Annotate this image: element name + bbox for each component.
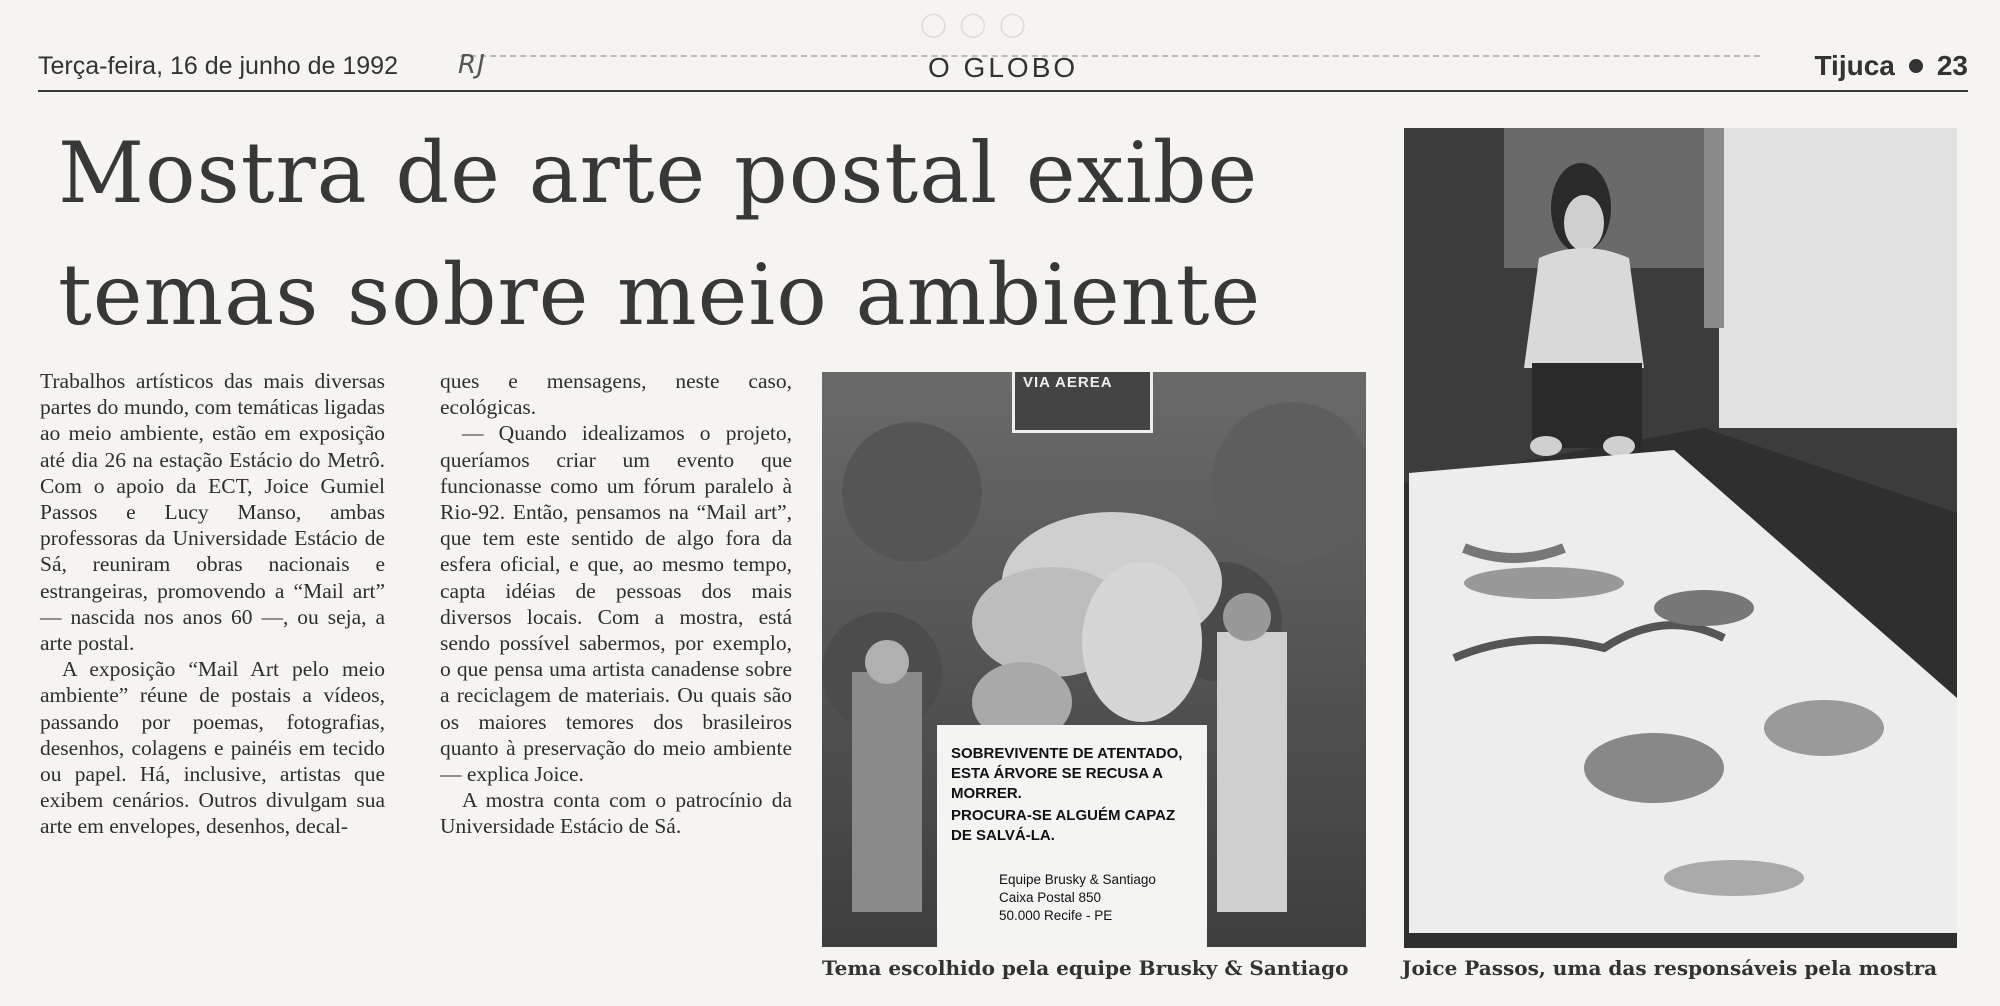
article-column-1 <box>40 368 385 840</box>
photo-joice-passos <box>1404 128 1957 948</box>
paragraph: ques e mensagens, neste caso, ecológicas. <box>440 369 792 420</box>
section-label <box>1814 50 1968 82</box>
photo-artwork-sculpture <box>822 372 1366 947</box>
sign-address: Equipe Brusky & Santiago <box>999 872 1156 887</box>
headline-line-1: Mostra de arte postal exibe <box>58 124 1259 222</box>
paragraph: A mostra conta com o patrocínio da Universidade Estácio de Sá. <box>440 788 792 839</box>
sign-address: 50.000 Recife - PE <box>999 908 1113 923</box>
sign-line: PROCURA-SE ALGUÉM CAPAZ <box>951 807 1176 824</box>
sign-line: DE SALVÁ-LA. <box>951 827 1055 844</box>
bleed-through-text: ◯ ◯ ◯ <box>920 11 1029 38</box>
sign-line: MORRER. <box>951 785 1022 802</box>
paragraph: A exposição “Mail Art pelo meio ambiente” réune de postais a vídeos, passando por poemas, fotografias, desenhos, colagens e painéis em tecido ou papel. Há, inclusive, artistas que exibem cenários. Outros divulgam sua arte em envelopes, desenhos, decal- <box>40 657 385 839</box>
handwritten-region-note: RJ <box>458 50 486 80</box>
section-name: Tijuca <box>1814 50 1895 81</box>
sign-line: SOBREVIVENTE DE ATENTADO, <box>951 745 1183 762</box>
photo-2-image <box>1404 128 1957 948</box>
banner-via-aerea <box>1012 372 1153 433</box>
masthead-date: Terça-feira, 16 de junho de 1992 <box>38 52 398 80</box>
paragraph: Trabalhos artísticos das mais diversas partes do mundo, com temáticas ligadas ao meio ambiente, estão em exposição até dia 26 na estação Estácio do Metrô. Com o apoio da ECT, Joice Gumiel Passos e Lucy Manso, ambas professoras da Universidade Estácio de Sá, reuniram obras nacionais e estrangeiras, promovendo a “Mail art” — nascida nos anos 60 —, ou seja, a arte postal. <box>40 369 385 656</box>
masthead <box>38 50 1968 90</box>
page-number: 23 <box>1936 50 1968 81</box>
banner-text: VIA AEREA <box>1023 374 1113 391</box>
article-column-2 <box>440 368 792 840</box>
headline <box>58 112 1358 356</box>
sign-line: ESTA ÁRVORE SE RECUSA A <box>951 765 1163 782</box>
photo-2-caption: Joice Passos, uma das responsáveis pela mostra <box>1402 956 1938 980</box>
photo-1-caption: Tema escolhido pela equipe Brusky & Santiago <box>822 956 1349 980</box>
sign-address: Caixa Postal 850 <box>999 890 1102 905</box>
bullet-icon <box>1909 59 1923 73</box>
masthead-rule <box>38 90 1968 92</box>
protest-sign <box>937 725 1207 947</box>
newspaper-name: O GLOBO <box>928 52 1079 83</box>
headline-line-2: temas sobre meio ambiente <box>58 246 1262 344</box>
paragraph: — Quando idealizamos o projeto, queríamos criar um evento que funcionasse como um fórum paralelo à Rio-92. Então, pensamos na “Mail art”, que tem este sentido de algo fora da esfera oficial, e que, ao mesmo tempo, capta idéias de pessoas dos mais diversos locais. Com a mostra, está sendo possível sabermos, por exemplo, o que pensa uma artista canadense sobre a reciclagem de materiais. Ou quais são os maiores temores dos brasileiros quanto à preservação do meio ambiente — explica Joice. <box>440 421 792 787</box>
